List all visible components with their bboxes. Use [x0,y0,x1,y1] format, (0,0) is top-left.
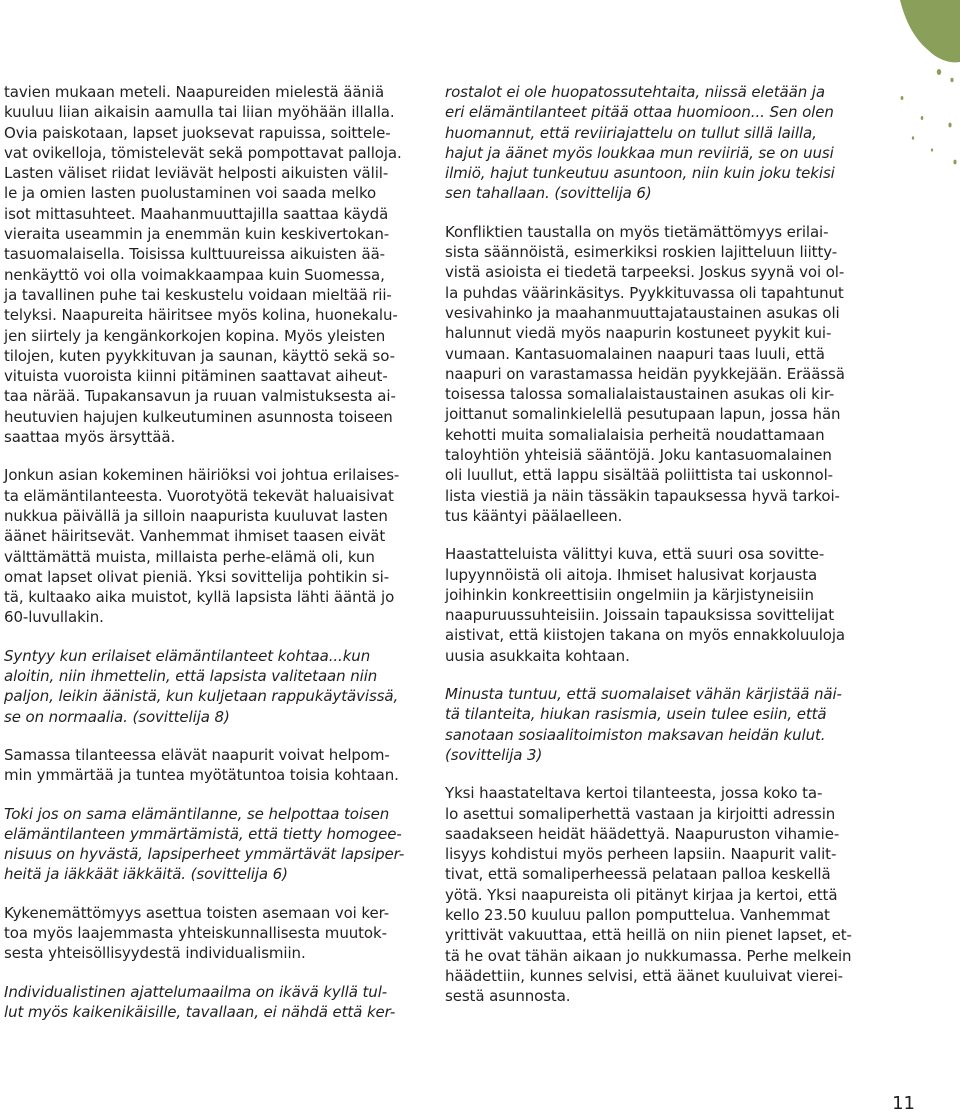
paragraph: Samassa tilanteessa elävät naapurit voivat helpom- min ymmärtää ja tuntea myötätuntoa toisia kohtaan. [4,745,399,785]
paragraph: Konfliktien taustalla on myös tietämättömyys erilai- sista säännöistä, esimerkiksi roskien lajitteluun liitty- vistä asioista ei tiedetä tarpeeksi. Joskus syynä voi ol- la puhdas väärinkäsitys. Pyykkituvassa oli tapahtunut vesivahinko ja maahanmuuttajataustainen asukas oli halunnut viedä myös naapurin kostuneet pyykit kui- vumaan. Kantasuomalainen naapuri taas luuli, että naapuri on varastamassa heidän pyykkejään. Eräässä toisessa talossa somalialaistaustainen asukas oli kir- joittanut somalinkielellä pesutupaan lapun, jossa hän kehotti muita somalialaisia perheitä noudattamaan taloyhtiön yhteisiä sääntöjä. Joku kantasuomalainen oli luullut, että lappu sisältää poliittista tai uskonnol- lista viestiä ja näin tässäkin tapauksessa hyvä tarkoi- tus kääntyi päälaelleen. [445,222,845,525]
quote-paragraph: rostalot ei ole huopatossutehtaita, niissä eletään ja eri elämäntilanteet pitää ottaa huomioon... Sen olen huomannut, että reviiriajattelu on tullut sillä lailla, hajut ja äänet myös loukkaa mun reviiriä, se on uusi ilmiö, hajut tunkeutuu asuntoon, niin kuin joku tekisi sen tahallaan. (sovittelija 6) [445,83,835,203]
paragraph: Jonkun asian kokeminen häiriöksi voi johtua erilaises- ta elämäntilanteesta. Vuorotyötä tekevät haluaisivat nukkua päivällä ja silloin naapurista kuuluvat lasten äänet häiritsevät. Vanhemmat ihmiset taasen eivät välttämättä muista, millaista perhe-elämä oli, kun omat lapset olivat pieniä. Yksi sovittelija pohtikin si- tä, kultaako aika muistot, kyllä lapsista lähti ääntä jo 60-luvullakin. [4,466,400,627]
paragraph: Kykenemättömyys asettua toisten asemaan voi ker- toa myös laajemmasta yhteiskunnallisesta muutok- sesta yhteisöllisyydestä individualismiin. [4,903,390,963]
paragraph: tavien mukaan meteli. Naapureiden mielestä ääniä kuuluu liian aikaisin aamulla tai liian myöhään illalla. Ovia paiskotaan, lapset juoksevat rapuissa, soittele- vat ovikelloja, tömistelevät sekä pompottavat palloja. Lasten väliset riidat leviävät helposti aikuisten välil- le ja omien lasten puolustaminen voi saada melko isot mittasuhteet. Maahanmuuttajilla saattaa käydä vieraita useammin ja enemmän kuin keskivertokan- tasuomalaisella. Toisissa kulttuureissa aikuisten ää- nenkäyttö voi olla voimakkaampaa kuin Suomessa, ja tavallinen puhe tai keskustelu voidaan mieltää rii- telyksi. Naapureita häiritsee myös kolina, huonekalu- jen siirtely ja kengänkorkojen kopina. Myös yleisten tilojen, kuten pyykkituvan ja saunan, käyttö sekä so- vituista vuoroista kiinni pitäminen saattavat aiheut- taa närää. Tupakansavun ja ruuan valmistuksesta ai- heutuvien hajujen kulkeutuminen asunnosta toiseen saattaa myös ärsyttää. [4,83,402,447]
paragraph: Haastatteluista välittyi kuva, että suuri osa sovitte- lupyynnöistä oli aitoja. Ihmiset halusivat korjausta joihinkin konkreettisiin ongelmiin ja kärjistyneisiin naapuruussuhteisiin. Joissain tapauksissa sovittelijat aistivat, että kiistojen takana on myös ennakkoluuloja uusia asukkaita kohtaan. [445,545,846,665]
left-column [4,82,409,1040]
quote-paragraph: Minusta tuntuu, että suomalaiset vähän kärjistää näi- tä tilanteita, hiukan rasismia, usein tulee esiin, että sanotaan sosiaalitoimiston maksavan heidän kulut. (sovittelija 3) [445,685,842,764]
right-column [445,82,853,1024]
quote-paragraph: Toki jos on sama elämäntilanne, se helpottaa toisen elämäntilanteen ymmärtämistä, että tietty homogee- nisuus on hyvästä, lapsiperheet ymmärtävät lapsiper- heitä ja iäkkäät iäkkäitä. (sovittelija 6) [4,804,405,884]
leaf-icon [860,0,960,200]
quote-paragraph: Syntyy kun erilaiset elämäntilanteet kohtaa...kun aloitin, niin ihmettelin, että lapsista valitetaan niin paljon, leikin äänistä, kun kuljetaan rappukäytävissä, se on normaalia. (sovittelija 8) [4,646,399,726]
paragraph: Yksi haastateltava kertoi tilanteesta, jossa koko ta- lo asettui somaliperhettä vastaan ja kirjoitti adressin saadakseen heidät häädettyä. Naapuruston vihamie- lisyys kohdistui myös perheen lapsiin. Naapurit valit- tivat, että somaliperheessä pelataan palloa keskellä yötä. Yksi naapureista oli pitänyt kirjaa ja kertoi, että kello 23.50 kuuluu pallon pomputtelua. Vanhemmat yrittivät vakuuttaa, että heillä on niin pienet lapset, et- tä he ovat tähän aikaan jo nukkumassa. Perhe melkein häädettiin, kunnes selvisi, että äänet kuuluivat vierei- sestä asunnosta. [445,784,852,1006]
page-number: 11 [892,1093,915,1114]
quote-paragraph: Individualistinen ajattelumaailma on ikävä kyllä tul- lut myös kaikenikäisille, tavallaan, ei nähdä että ker- [4,982,396,1021]
